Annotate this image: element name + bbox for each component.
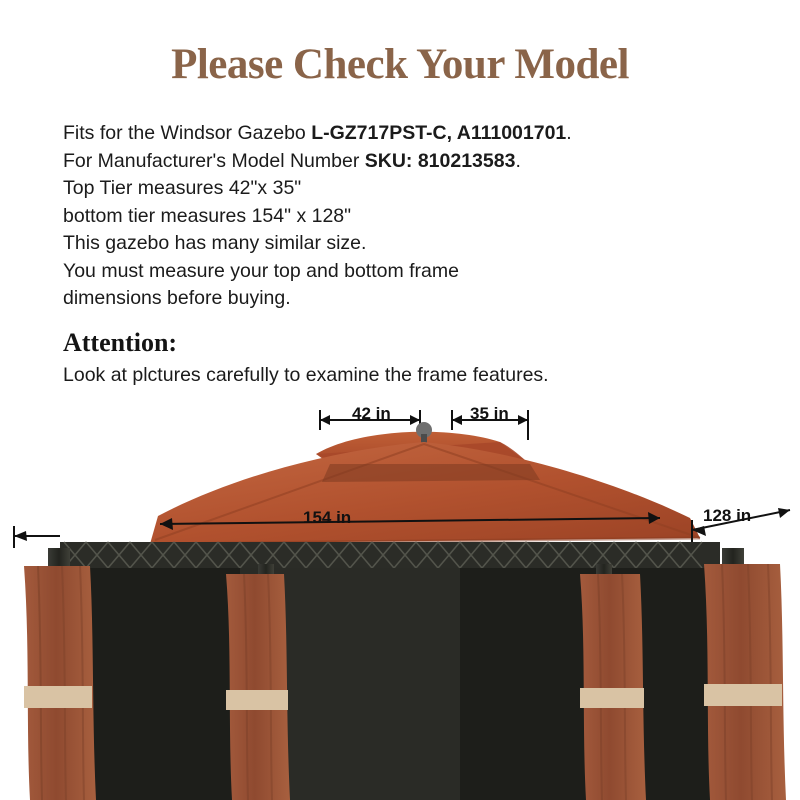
line-bold: SKU: 810213583 bbox=[364, 149, 516, 172]
description-line bbox=[63, 258, 763, 286]
description-line bbox=[63, 230, 763, 258]
description-block bbox=[63, 120, 763, 313]
description-line bbox=[63, 120, 763, 148]
dimension-label-bottom-depth: 128 in bbox=[703, 506, 752, 525]
gazebo-canopy-graphic bbox=[0, 398, 800, 800]
description-line bbox=[63, 285, 763, 313]
line-prefix: dimensions before buying. bbox=[63, 287, 291, 309]
description-line bbox=[63, 203, 763, 231]
line-prefix: You must measure your top and bottom frame bbox=[63, 259, 459, 282]
curtain-strap bbox=[580, 688, 644, 708]
description-line bbox=[63, 148, 763, 176]
curtain-strap bbox=[704, 684, 782, 706]
curtain-right-inner bbox=[580, 574, 646, 800]
page-title: Please Check Your Model bbox=[171, 41, 629, 88]
curtain-strap bbox=[24, 686, 92, 708]
line-bold: L-GZ717PST-C, A111001701 bbox=[311, 122, 567, 144]
line-prefix: For Manufacturer's Model Number bbox=[63, 149, 365, 172]
dimension-label-top-width: 42 in bbox=[352, 404, 391, 423]
curtain-left-inner bbox=[226, 574, 290, 800]
curtain-far-right bbox=[704, 564, 786, 800]
description-line bbox=[63, 175, 763, 203]
attention-note: Look at plctures carefully to examine the frame features. bbox=[63, 364, 549, 386]
curtain-strap bbox=[226, 690, 288, 710]
line-suffix: . bbox=[566, 122, 572, 144]
dimension-label-top-depth: 35 in bbox=[470, 404, 509, 423]
line-prefix: bottom tier measures 154" x 128" bbox=[63, 204, 352, 227]
curtain-far-left bbox=[24, 566, 96, 800]
line-prefix: Fits for the Windsor Gazebo bbox=[63, 122, 312, 144]
line-prefix: Top Tier measures 42"x 35" bbox=[63, 177, 302, 199]
dimension-label-bottom-width: 154 in bbox=[303, 508, 352, 527]
gazebo-illustration bbox=[0, 398, 800, 800]
line-prefix: This gazebo has many similar size. bbox=[63, 232, 367, 254]
attention-heading: Attention: bbox=[63, 328, 178, 357]
line-suffix: . bbox=[515, 149, 521, 172]
